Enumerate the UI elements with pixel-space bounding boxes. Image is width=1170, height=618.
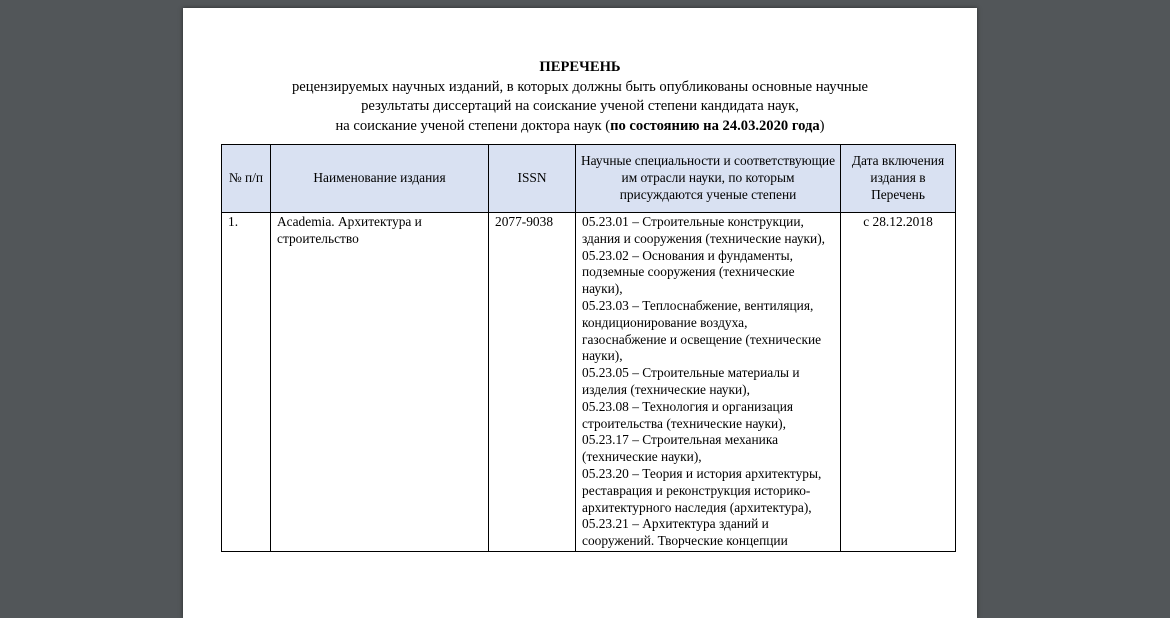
heading-line-2: результаты диссертаций на соискание ученой степени кандидата наук, (361, 98, 799, 114)
header-specialties: Научные специальности и соответствующие им отрасли науки, по которым присуждаются ученые степени (576, 145, 841, 213)
row-date: с 28.12.2018 (841, 213, 956, 552)
specialty-item: 05.23.08 – Технология и организация строительства (технические науки), (582, 398, 794, 431)
journals-table (221, 144, 956, 552)
header-num: № п/п (222, 145, 271, 213)
header-issn: ISSN (489, 145, 576, 213)
heading-status-date: по состоянию на 24.03.2020 года (610, 117, 820, 134)
header-date: Дата включения издания в Перечень (841, 145, 956, 213)
specialty-item: 05.23.20 – Теория и история архитектуры, реставрация и реконструкция историко-архитектурного наследия (архитектура), (582, 465, 822, 515)
row-specialties (576, 213, 841, 552)
heading-line-3-start: на соискание ученой степени доктора наук ( (335, 117, 611, 134)
document-heading (183, 58, 977, 136)
specialty-item: 05.23.21 – Архитектура зданий и сооружений. Творческие концепции (582, 516, 788, 549)
document-title: ПЕРЕЧЕНЬ (539, 59, 621, 75)
specialty-item: 05.23.02 – Основания и фундаменты, подземные сооружения (технические науки), (582, 247, 795, 297)
specialty-item: 05.23.17 – Строительная механика (технические науки), (582, 432, 779, 465)
row-issn: 2077-9038 (489, 213, 576, 552)
heading-line-1: рецензируемых научных изданий, в которых должны быть опубликованы основные научные (292, 78, 868, 95)
specialty-item: 05.23.03 – Теплоснабжение, вентиляция, кондиционирование воздуха, газоснабжение и освещение (технические науки), (582, 297, 822, 364)
document-page (183, 8, 977, 618)
row-num: 1. (222, 213, 271, 552)
table-row (222, 213, 956, 552)
heading-line-3 (183, 117, 977, 137)
heading-line-3-end: ) (819, 117, 825, 134)
table-header-row (222, 145, 956, 213)
header-name: Наименование издания (271, 145, 489, 213)
specialty-item: 05.23.01 – Строительные конструкции, здания и сооружения (технические науки), (582, 214, 826, 246)
row-name: Academia. Архитектура и строительство (271, 213, 489, 552)
specialty-item: 05.23.05 – Строительные материалы и изделия (технические науки), (582, 365, 800, 397)
